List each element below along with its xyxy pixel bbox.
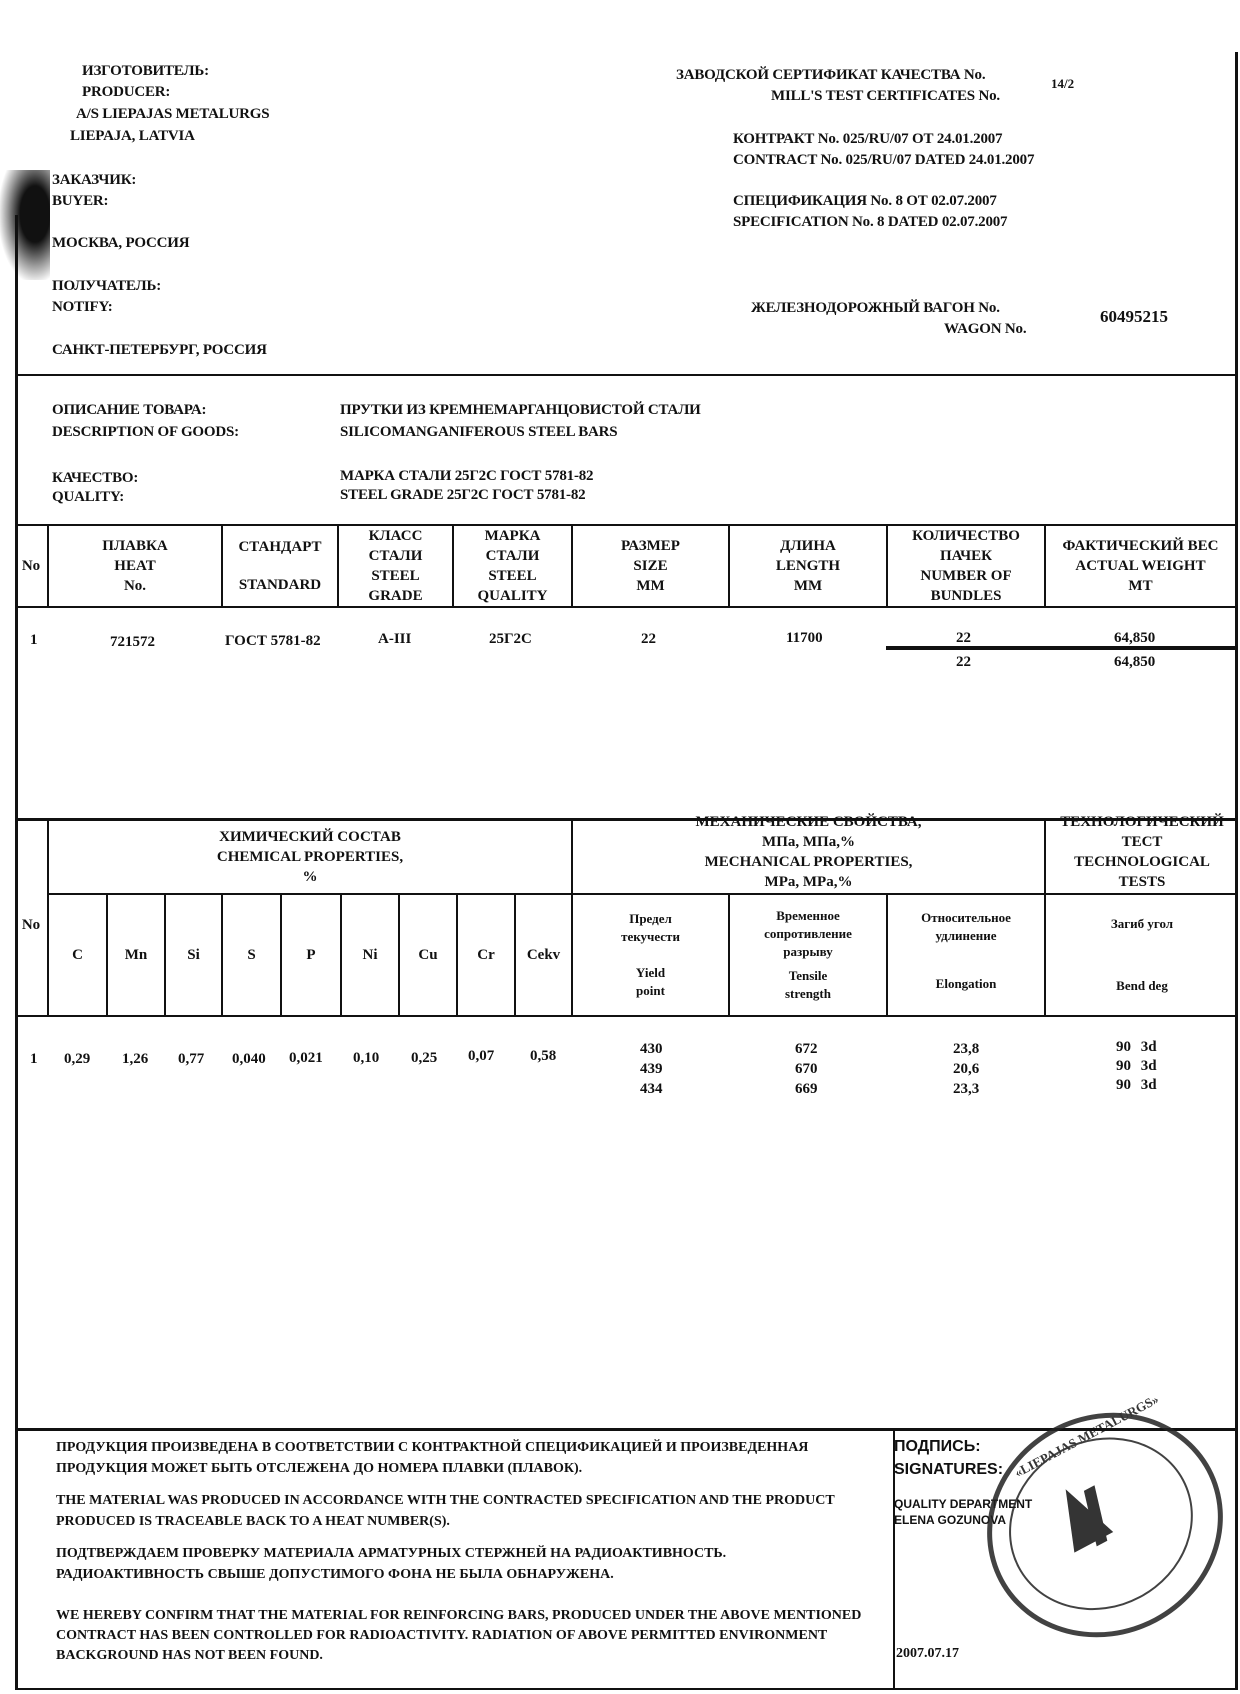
quality-value-ru: МАРКА СТАЛИ 25Г2С ГОСТ 5781-82 bbox=[340, 468, 594, 484]
buyer-city: МОСКВА, РОССИЯ bbox=[52, 235, 190, 251]
col-header-bundles: КОЛИЧЕСТВО ПАЧЕК NUMBER OF BUNDLES bbox=[912, 528, 1020, 604]
chem-col-c: C bbox=[72, 947, 83, 963]
chem-col-cr: Cr bbox=[477, 947, 495, 963]
spec-en: SPECIFICATION No. 8 DATED 02.07.2007 bbox=[733, 214, 1008, 230]
mech-col-elongation: Относительное удлинение Elongation bbox=[921, 910, 1011, 991]
chem-s-value: 0,040 bbox=[232, 1051, 266, 1067]
notify-city: САНКТ-ПЕТЕРБУРГ, РОССИЯ bbox=[52, 342, 267, 358]
notify-label-en: NOTIFY: bbox=[52, 299, 113, 315]
standard-value: ГОСТ 5781-82 bbox=[225, 633, 321, 649]
yield-value: 439 bbox=[640, 1061, 663, 1077]
buyer-label-en: BUYER: bbox=[52, 193, 109, 209]
tensile-value: 672 bbox=[795, 1041, 818, 1057]
size-value: 22 bbox=[641, 631, 656, 647]
statement-radioactivity-ru: ПОДТВЕРЖДАЕМ ПРОВЕРКУ МАТЕРИАЛА АРМАТУРНЫХ СТЕРЖНЕЙ НА РАДИОАКТИВНОСТЬ. РАДИОАКТИВНОСТЬ СВЫШЕ ДОПУСТИМОГО ФОНА НЕ БЫЛА ОБНАРУЖЕНА. bbox=[56, 1546, 727, 1582]
wagon-label-en: WAGON No. bbox=[944, 321, 1027, 337]
bundles-value: 22 bbox=[956, 630, 971, 646]
signature-label-ru: ПОДПИСЬ: bbox=[894, 1438, 981, 1455]
col-header-size: РАЗМЕР SIZE MM bbox=[621, 538, 680, 594]
producer-label-ru: ИЗГОТОВИТЕЛЬ: bbox=[82, 63, 209, 79]
mech-header: МЕХАНИЧЕСКИЕ СВОЙСТВА, МПа, МПа,% MECHANICAL PROPERTIES, MPa, MPa,% bbox=[695, 814, 922, 890]
signature-label-en: SIGNATURES: bbox=[894, 1461, 1004, 1478]
chem-col-si: Si bbox=[187, 947, 200, 963]
props-col-header-no: No bbox=[21, 917, 41, 933]
scan-smudge bbox=[0, 170, 50, 280]
row-no: 1 bbox=[30, 1051, 38, 1067]
goods-desc-value-en: SILICOMANGANIFEROUS STEEL BARS bbox=[340, 424, 618, 440]
signature-date: 2007.07.17 bbox=[896, 1646, 959, 1661]
total-weight: 64,850 bbox=[1114, 654, 1156, 670]
statement-traceability-en: THE MATERIAL WAS PRODUCED IN ACCORDANCE WITH THE CONTRACTED SPECIFICATION AND THE PRODUCT PRODUCED IS TRACEABLE BACK TO A HEAT NUMBER(S). bbox=[56, 1493, 835, 1529]
tech-header: ТЕХНОЛОГИЧЕСКИЙ ТЕСТ TECHNOLOGICAL TESTS bbox=[1060, 814, 1224, 890]
yield-value: 430 bbox=[640, 1041, 663, 1057]
chem-col-s: S bbox=[247, 947, 256, 963]
tensile-value: 669 bbox=[795, 1081, 818, 1097]
company-seal-stamp bbox=[947, 1372, 1240, 1679]
tensile-value: 670 bbox=[795, 1061, 818, 1077]
statement-radioactivity-en: WE HEREBY CONFIRM THAT THE MATERIAL FOR REINFORCING BARS, PRODUCED UNDER THE ABOVE MENTIONED CONTRACT HAS BEEN CONTROLLED FOR RADIOACTIVITY. RADIATION OF ABOVE PERMITTED ENVIRONMENT BACKGROUND HAS NOT BEEN FOUND. bbox=[56, 1608, 862, 1663]
elongation-value: 23,8 bbox=[953, 1041, 980, 1057]
quality-value-en: STEEL GRADE 25Г2С ГОСТ 5781-82 bbox=[340, 487, 586, 503]
bend-value: 90 3d bbox=[1116, 1077, 1157, 1093]
col-header-no: No bbox=[21, 558, 41, 574]
bend-value: 90 3d bbox=[1116, 1039, 1157, 1055]
goods-desc-value-ru: ПРУТКИ ИЗ КРЕМНЕМАРГАНЦОВИСТОЙ СТАЛИ bbox=[340, 402, 701, 418]
wagon-label-ru: ЖЕЛЕЗНОДОРОЖНЫЙ ВАГОН No. bbox=[751, 300, 1000, 316]
contract-ru: КОНТРАКТ No. 025/RU/07 ОТ 24.01.2007 bbox=[733, 131, 1003, 147]
chem-cekv-value: 0,58 bbox=[530, 1048, 557, 1064]
mech-col-yield: Предел текучести Yield point bbox=[621, 911, 680, 998]
goods-desc-label-en: DESCRIPTION OF GOODS: bbox=[52, 424, 239, 440]
heat-number: 721572 bbox=[110, 634, 155, 650]
quality-value: 25Г2С bbox=[489, 631, 532, 647]
producer-name: A/S LIEPAJAS METALURGS bbox=[76, 106, 270, 122]
statement-traceability-ru: ПРОДУКЦИЯ ПРОИЗВЕДЕНА В СООТВЕТСТВИИ С КОНТРАКТНОЙ СПЕЦИФИКАЦИЕЙ И ПРОИЗВЕДЕННАЯ ПРОДУКЦИЯ МОЖЕТ БЫТЬ ОТСЛЕЖЕНА ДО НОМЕРА ПЛАВКИ (ПЛАВОК). bbox=[56, 1440, 809, 1476]
stamp-text: «LIEPAJAS METALURGS» bbox=[1011, 1391, 1162, 1481]
producer-label-en: PRODUCER: bbox=[82, 84, 171, 100]
wagon-number: 60495215 bbox=[1100, 307, 1168, 326]
chem-p-value: 0,021 bbox=[289, 1050, 323, 1066]
yield-value: 434 bbox=[640, 1081, 663, 1097]
elongation-value: 20,6 bbox=[953, 1061, 980, 1077]
col-header-heat: ПЛАВКА HEAT No. bbox=[102, 538, 168, 594]
chem-col-mn: Mn bbox=[124, 947, 148, 963]
total-bundles: 22 bbox=[956, 654, 971, 670]
chem-header: ХИМИЧЕСКИЙ СОСТАВ CHEMICAL PROPERTIES, % bbox=[216, 829, 404, 885]
weight-value: 64,850 bbox=[1114, 630, 1156, 646]
header-divider bbox=[15, 374, 1238, 376]
col-header-standard: СТАНДАРТ STANDARD bbox=[238, 539, 322, 593]
spec-ru: СПЕЦИФИКАЦИЯ No. 8 ОТ 02.07.2007 bbox=[733, 193, 997, 209]
contract-en: CONTRACT No. 025/RU/07 DATED 24.01.2007 bbox=[733, 152, 1035, 168]
chem-cu-value: 0,25 bbox=[411, 1050, 438, 1066]
grade-value: A-III bbox=[378, 631, 412, 647]
chem-col-cu: Cu bbox=[418, 947, 438, 963]
chem-col-ni: Ni bbox=[362, 947, 378, 963]
properties-header-bottom bbox=[15, 1015, 1238, 1017]
chem-mn-value: 1,26 bbox=[122, 1051, 149, 1067]
shipment-header-bottom bbox=[15, 606, 1238, 608]
quality-label-ru: КАЧЕСТВО: bbox=[52, 470, 139, 486]
chem-col-cekv: Cekv bbox=[526, 947, 561, 963]
elongation-value: 23,3 bbox=[953, 1081, 980, 1097]
chem-ni-value: 0,10 bbox=[353, 1050, 380, 1066]
cert-number: 14/2 bbox=[1051, 76, 1075, 91]
producer-city: LIEPAJA, LATVIA bbox=[70, 128, 195, 144]
totals-rule bbox=[886, 646, 1238, 650]
cert-title-ru: ЗАВОДСКОЙ СЕРТИФИКАТ КАЧЕСТВА No. bbox=[676, 67, 986, 83]
col-header-quality: МАРКА СТАЛИ STEEL QUALITY bbox=[477, 528, 548, 604]
length-value: 11700 bbox=[786, 630, 823, 646]
cert-title-en: MILL'S TEST CERTIFICATES No. bbox=[771, 88, 1000, 104]
notify-label-ru: ПОЛУЧАТЕЛЬ: bbox=[52, 278, 161, 294]
chem-col-p: P bbox=[306, 947, 316, 963]
bend-value: 90 3d bbox=[1116, 1058, 1157, 1074]
buyer-label-ru: ЗАКАЗЧИК: bbox=[52, 172, 137, 188]
chem-cr-value: 0,07 bbox=[468, 1048, 495, 1064]
col-header-grade: КЛАСС СТАЛИ STEEL GRADE bbox=[368, 528, 423, 604]
frame-bottom bbox=[15, 1688, 1238, 1690]
quality-label-en: QUALITY: bbox=[52, 489, 125, 505]
row-no: 1 bbox=[30, 632, 38, 648]
chem-si-value: 0,77 bbox=[178, 1051, 205, 1067]
col-header-weight: ФАКТИЧЕСКИЙ ВЕС ACTUAL WEIGHT MT bbox=[1062, 538, 1219, 594]
chem-c-value: 0,29 bbox=[64, 1051, 91, 1067]
mech-col-tensile: Временное сопротивление разрыву Tensile strength bbox=[764, 908, 852, 1001]
goods-desc-label-ru: ОПИСАНИЕ ТОВАРА: bbox=[52, 402, 207, 418]
signature-name: ELENA GOZUNOVA bbox=[894, 1513, 1007, 1527]
signature-department: QUALITY DEPARTMENT bbox=[894, 1497, 1033, 1511]
col-header-length: ДЛИНА LENGTH MM bbox=[775, 538, 841, 594]
tech-col-bend: Загиб угол Bend deg bbox=[1110, 916, 1174, 993]
